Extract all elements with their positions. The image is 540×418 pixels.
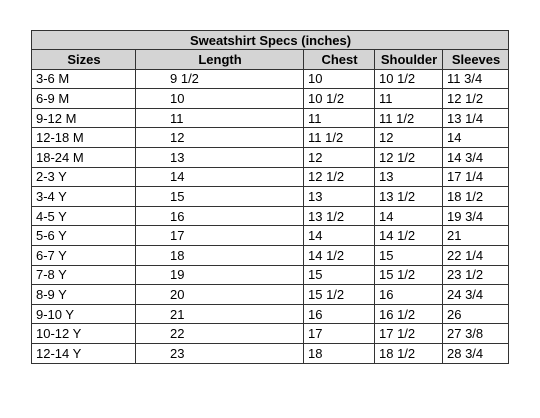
shoulder-cell: 15 1/2 [375, 265, 443, 285]
size-cell: 18-24 M [32, 147, 136, 167]
shoulder-cell: 12 1/2 [375, 147, 443, 167]
table-row [32, 147, 509, 167]
table-row [32, 167, 509, 187]
sleeves-cell: 19 3/4 [443, 206, 509, 226]
table-row [32, 245, 509, 265]
sleeves-cell: 12 1/2 [443, 89, 509, 109]
table-row [32, 89, 509, 109]
size-cell: 2-3 Y [32, 167, 136, 187]
sleeves-cell: 14 [443, 128, 509, 148]
sleeves-cell: 11 3/4 [443, 69, 509, 89]
table-row [32, 69, 509, 89]
shoulder-cell: 14 [375, 206, 443, 226]
size-cell: 9-12 M [32, 108, 136, 128]
table-row [32, 343, 509, 363]
table-row [32, 324, 509, 344]
length-cell: 15 [136, 187, 304, 207]
table-title-row [32, 31, 509, 50]
sleeves-cell: 22 1/4 [443, 245, 509, 265]
shoulder-cell: 18 1/2 [375, 343, 443, 363]
length-cell: 11 [136, 108, 304, 128]
shoulder-cell: 15 [375, 245, 443, 265]
size-cell: 6-7 Y [32, 245, 136, 265]
chest-cell: 12 [304, 147, 375, 167]
size-cell: 4-5 Y [32, 206, 136, 226]
table-header-row [32, 50, 509, 70]
sleeves-cell: 27 3/8 [443, 324, 509, 344]
size-cell: 6-9 M [32, 89, 136, 109]
length-cell: 14 [136, 167, 304, 187]
table-row [32, 128, 509, 148]
chest-cell: 17 [304, 324, 375, 344]
chest-cell: 11 [304, 108, 375, 128]
chest-cell: 10 1/2 [304, 89, 375, 109]
table-title: Sweatshirt Specs (inches) [32, 31, 509, 50]
table-row [32, 108, 509, 128]
chest-cell: 10 [304, 69, 375, 89]
chest-cell: 15 [304, 265, 375, 285]
size-cell: 12-14 Y [32, 343, 136, 363]
size-cell: 7-8 Y [32, 265, 136, 285]
header-chest: Chest [304, 50, 375, 70]
sleeves-cell: 14 3/4 [443, 147, 509, 167]
table-body [32, 69, 509, 363]
table-row [32, 285, 509, 305]
length-cell: 16 [136, 206, 304, 226]
shoulder-cell: 12 [375, 128, 443, 148]
table-row [32, 206, 509, 226]
size-cell: 10-12 Y [32, 324, 136, 344]
shoulder-cell: 17 1/2 [375, 324, 443, 344]
table-row [32, 226, 509, 246]
length-cell: 12 [136, 128, 304, 148]
shoulder-cell: 13 [375, 167, 443, 187]
table-row [32, 304, 509, 324]
sleeves-cell: 28 3/4 [443, 343, 509, 363]
length-cell: 21 [136, 304, 304, 324]
shoulder-cell: 16 1/2 [375, 304, 443, 324]
length-cell: 18 [136, 245, 304, 265]
length-cell: 20 [136, 285, 304, 305]
sweatshirt-specs-table [31, 30, 509, 364]
header-length: Length [136, 50, 304, 70]
sleeves-cell: 17 1/4 [443, 167, 509, 187]
chest-cell: 13 1/2 [304, 206, 375, 226]
shoulder-cell: 14 1/2 [375, 226, 443, 246]
length-cell: 10 [136, 89, 304, 109]
table-row [32, 187, 509, 207]
sleeves-cell: 23 1/2 [443, 265, 509, 285]
sleeves-cell: 26 [443, 304, 509, 324]
sleeves-cell: 18 1/2 [443, 187, 509, 207]
header-shoulder: Shoulder [375, 50, 443, 70]
chest-cell: 12 1/2 [304, 167, 375, 187]
chest-cell: 16 [304, 304, 375, 324]
size-cell: 8-9 Y [32, 285, 136, 305]
size-cell: 5-6 Y [32, 226, 136, 246]
shoulder-cell: 11 [375, 89, 443, 109]
size-cell: 3-4 Y [32, 187, 136, 207]
length-cell: 17 [136, 226, 304, 246]
shoulder-cell: 16 [375, 285, 443, 305]
length-cell: 22 [136, 324, 304, 344]
shoulder-cell: 11 1/2 [375, 108, 443, 128]
length-cell: 19 [136, 265, 304, 285]
length-cell: 23 [136, 343, 304, 363]
shoulder-cell: 13 1/2 [375, 187, 443, 207]
chest-cell: 13 [304, 187, 375, 207]
shoulder-cell: 10 1/2 [375, 69, 443, 89]
size-cell: 12-18 M [32, 128, 136, 148]
chest-cell: 18 [304, 343, 375, 363]
chest-cell: 15 1/2 [304, 285, 375, 305]
header-sleeves: Sleeves [443, 50, 509, 70]
sleeves-cell: 24 3/4 [443, 285, 509, 305]
header-sizes: Sizes [32, 50, 136, 70]
sleeves-cell: 13 1/4 [443, 108, 509, 128]
sleeves-cell: 21 [443, 226, 509, 246]
size-cell: 3-6 M [32, 69, 136, 89]
chest-cell: 14 [304, 226, 375, 246]
size-cell: 9-10 Y [32, 304, 136, 324]
length-cell: 13 [136, 147, 304, 167]
chest-cell: 14 1/2 [304, 245, 375, 265]
length-cell: 9 1/2 [136, 69, 304, 89]
chest-cell: 11 1/2 [304, 128, 375, 148]
table-row [32, 265, 509, 285]
